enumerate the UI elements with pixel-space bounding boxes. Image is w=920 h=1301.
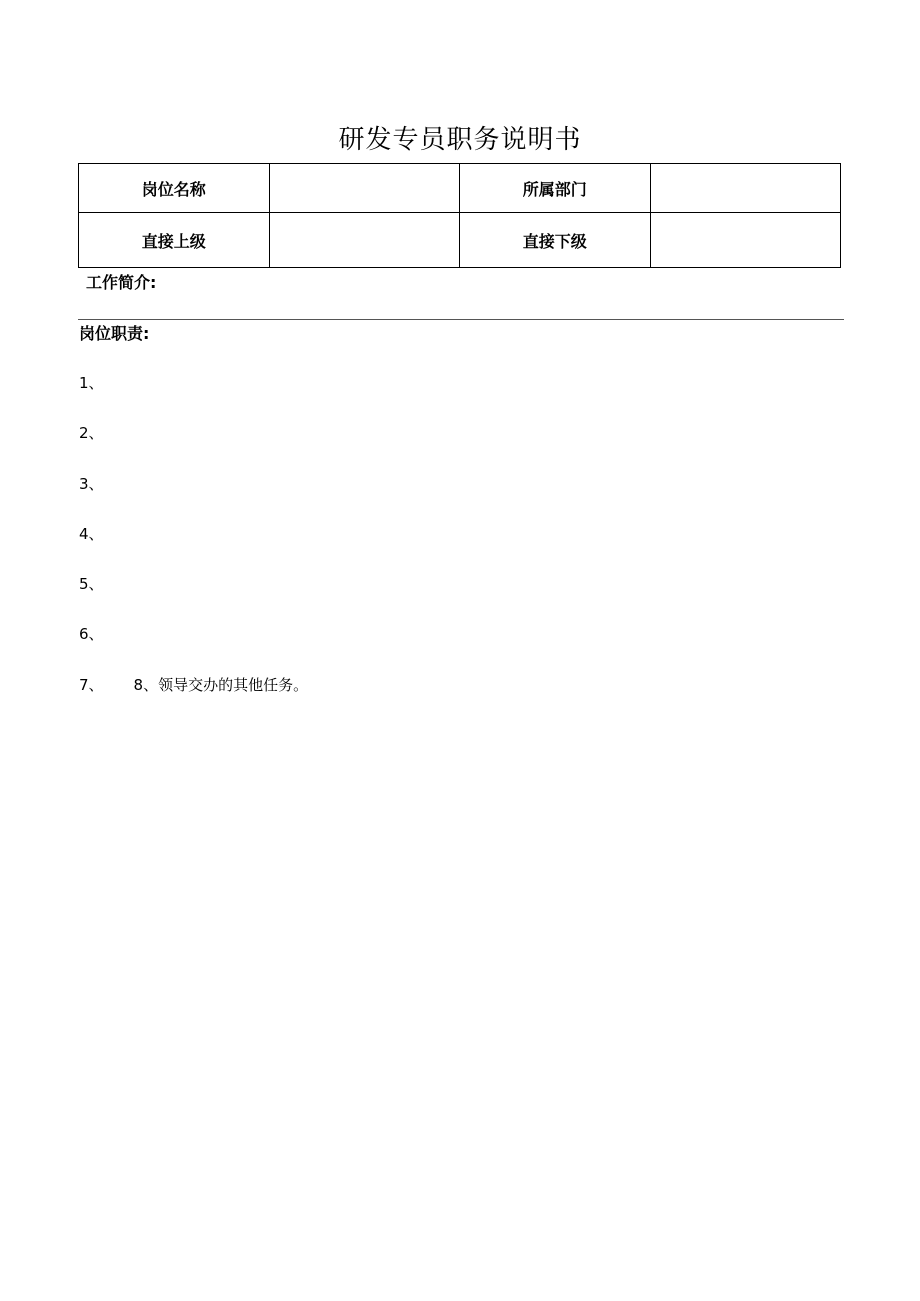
direct-subordinate-value[interactable] — [650, 213, 841, 268]
job-info-table — [78, 163, 841, 268]
page-title: 研发专员职务说明书 — [338, 125, 582, 155]
duty-item-2: 2、 — [79, 424, 104, 442]
position-name-value[interactable] — [269, 164, 460, 213]
duty-item-3: 3、 — [79, 475, 104, 493]
department-value[interactable] — [650, 164, 841, 213]
direct-superior-label: 直接上级 — [79, 213, 270, 268]
table-row — [79, 164, 841, 213]
work-intro-label: 工作简介: — [86, 273, 157, 292]
duty-item-7-number: 7、 — [79, 676, 104, 694]
duties-heading: 岗位职责: — [79, 324, 150, 343]
duty-item-4: 4、 — [79, 525, 104, 543]
duty-item-5: 5、 — [79, 575, 104, 593]
duty-item-8: 8、领导交办的其他任务。 — [133, 676, 309, 694]
position-name-label: 岗位名称 — [79, 164, 270, 213]
duty-item-7 — [79, 674, 308, 696]
section-divider — [78, 319, 844, 320]
department-label: 所属部门 — [460, 164, 651, 213]
table-row — [79, 213, 841, 268]
duty-item-1: 1、 — [79, 374, 104, 392]
duty-item-6: 6、 — [79, 625, 104, 643]
direct-subordinate-label: 直接下级 — [460, 213, 651, 268]
direct-superior-value[interactable] — [269, 213, 460, 268]
